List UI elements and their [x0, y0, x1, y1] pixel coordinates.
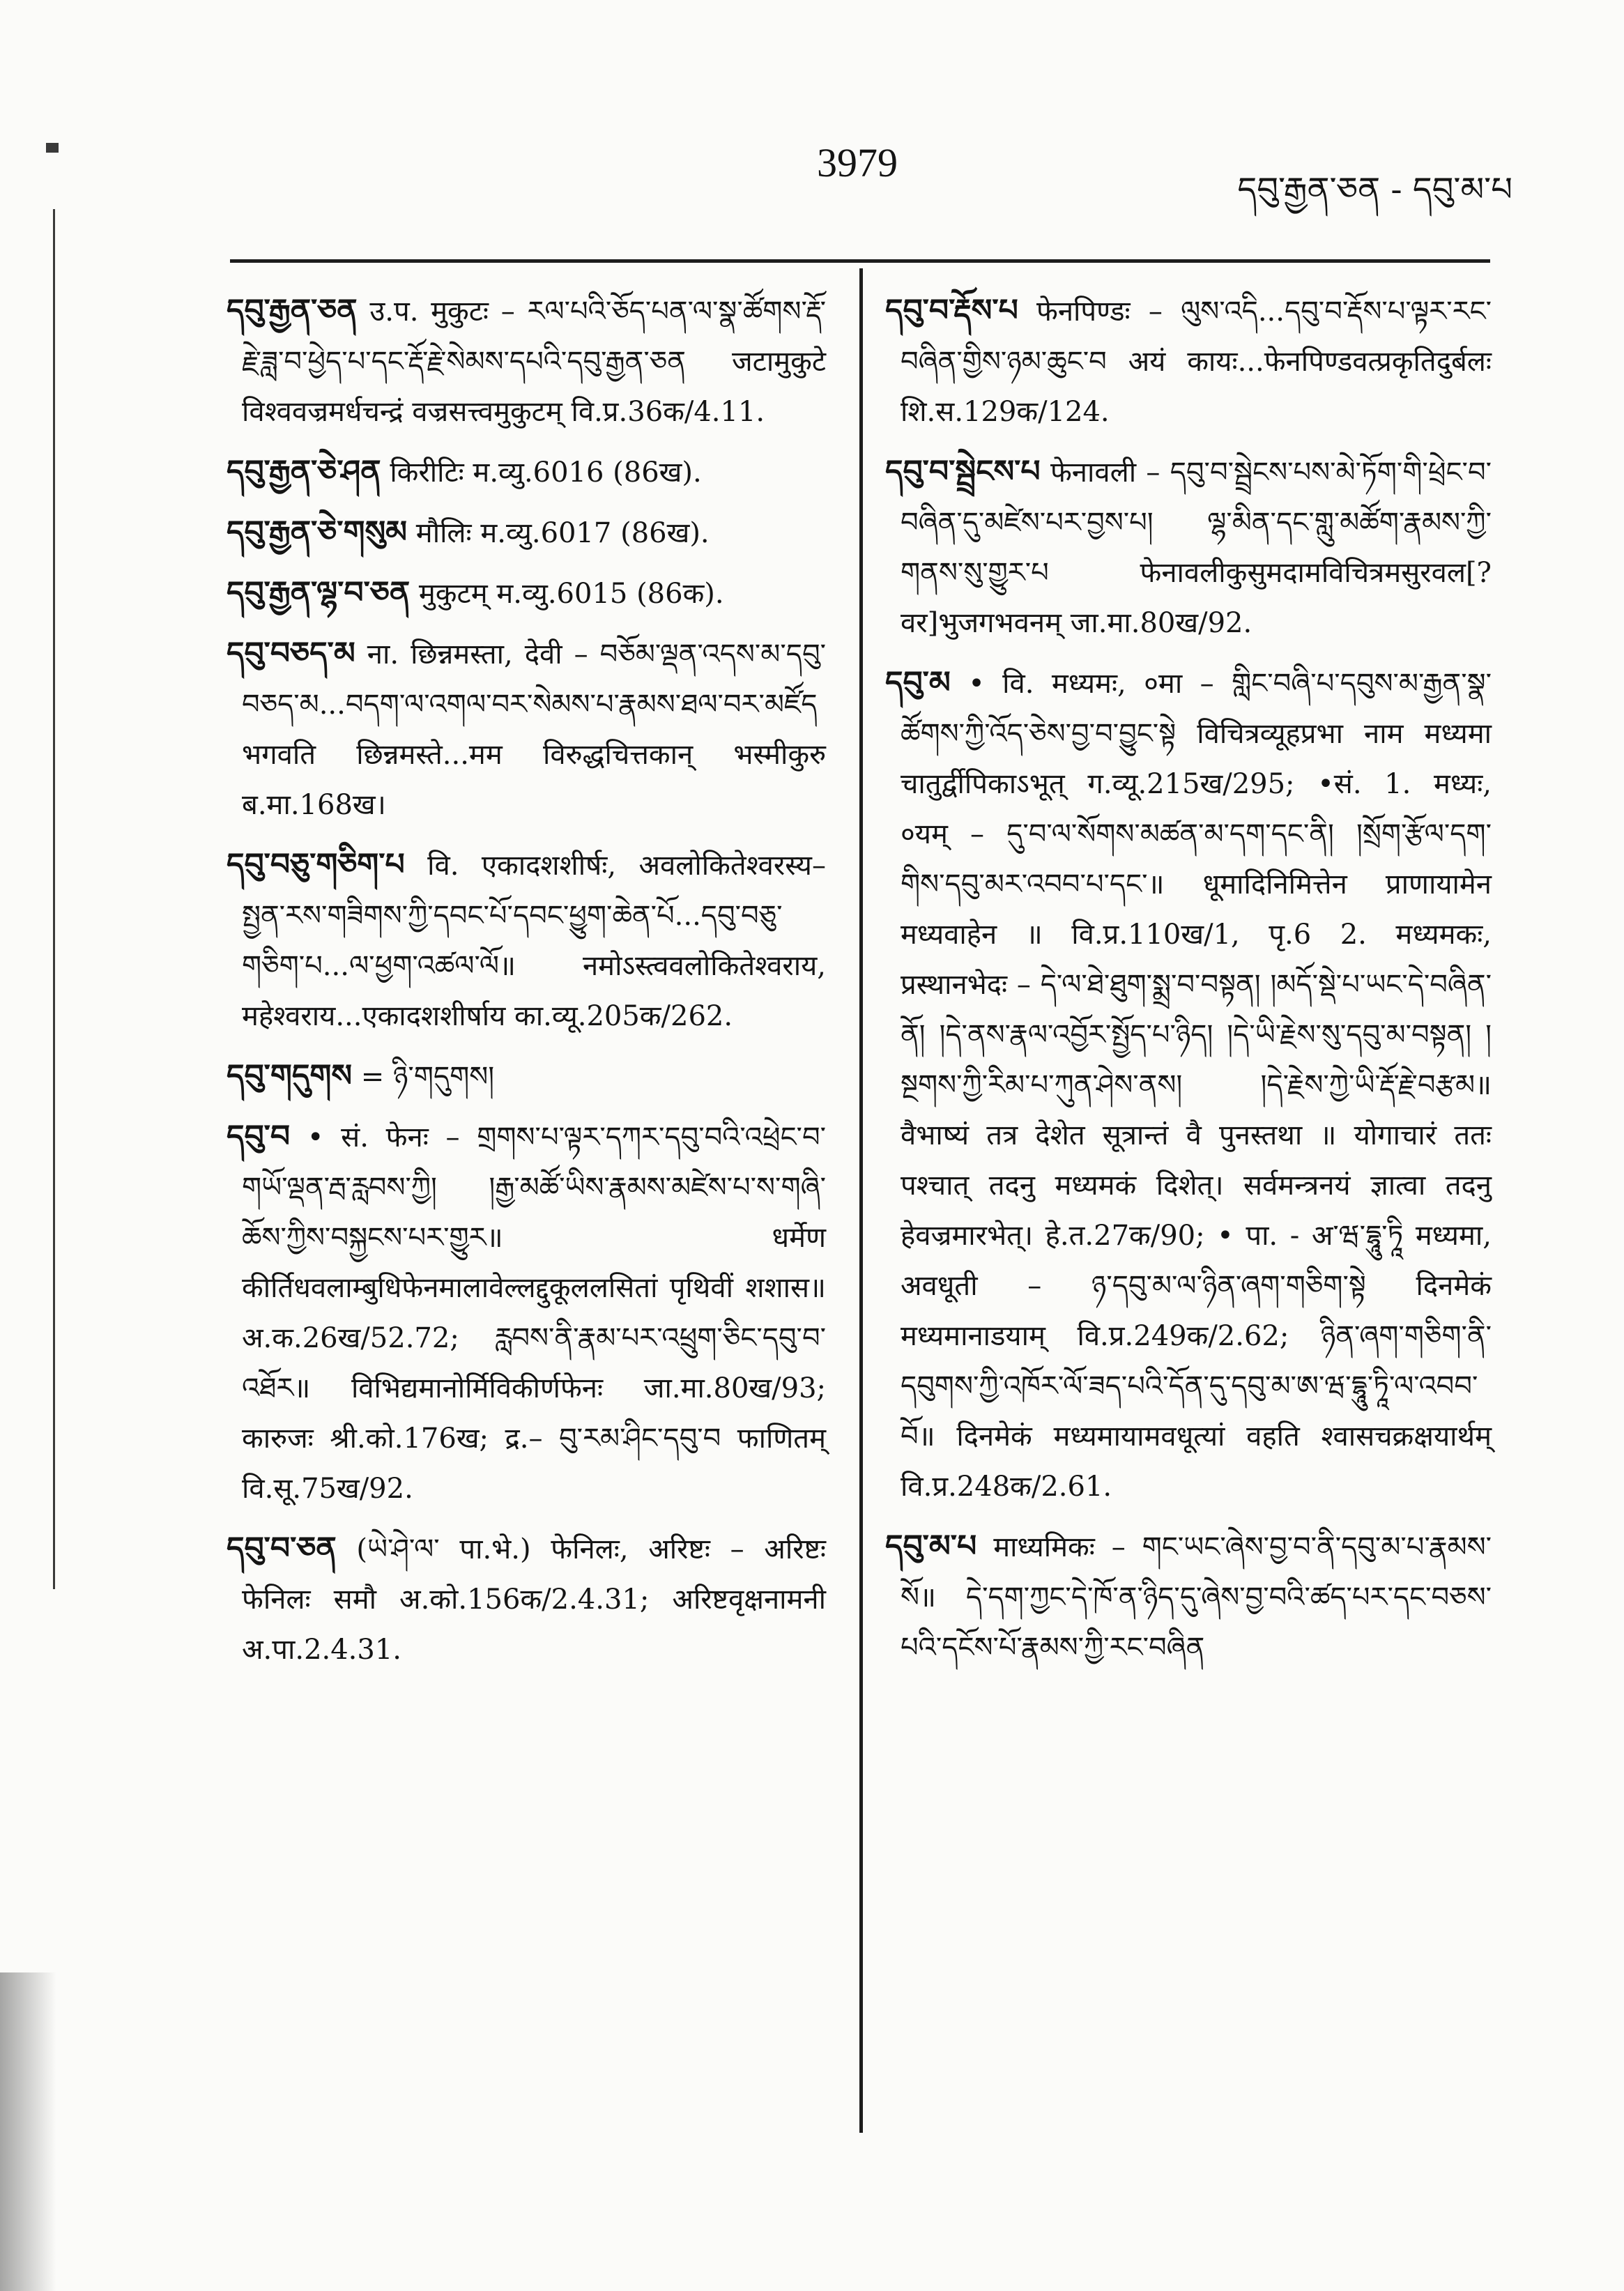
dictionary-entry — [227, 568, 826, 619]
dictionary-entry — [885, 286, 1492, 437]
dictionary-entry — [227, 1051, 826, 1102]
entry-headword: དབུ་བཅུ་གཅིག་པ — [227, 847, 405, 882]
dictionary-entry — [227, 447, 826, 498]
entry-headword: དབུ་བ་ཅན — [227, 1531, 337, 1566]
entry-text: उ.प. मुकुटः – རལ་པའི་ཅོད་པན་ལ་སྣ་ཚོགས་རྡོ་རྗེ་ཟླ་བ་ཕྱེད་པ་དང་རྡོ་རྗེ་སེམས་དཔའི་དབུ་རྒྱན་ཅན जटामुकुटे विश्ववज्रमर्धचन्द्रं वज्रसत्त्वमुकुटम् वि.प्र.36क/4.11. — [242, 296, 826, 428]
dictionary-entry — [885, 1522, 1492, 1673]
entry-headword: དབུ་རྒྱན་ལྷ་བ་ཅན — [227, 575, 411, 611]
entry-headword: དབུ་གདུགས — [227, 1058, 353, 1094]
entry-text: = ཉི་གདུགས། — [360, 1061, 495, 1093]
entry-text: ना. छिन्नमस्ता, देवी – བཅོམ་ལྡན་འདས་མ་དབུ་བཅད་མ...བདག་ལ་འགལ་བར་སེམས་པ་རྣམས་ཐལ་བར་མཛོད भगवति छिन्नमस्ते...मम विरुद्धचित्तकान् भस्मीकुरु ब.मा.168ख। — [242, 638, 826, 821]
left-column — [227, 286, 826, 1685]
dictionary-entry — [227, 1112, 826, 1514]
entry-text: किरीटिः म.व्यु.6016 (86ख). — [390, 457, 702, 489]
header-rule — [230, 259, 1490, 263]
entry-text: फेनपिण्डः – ལུས་འདི...དབུ་བ་རྡོས་པ་ལྟར་རང་བཞིན་གྱིས་ཉམ་ཆུང་བ अयं कायः...फेनपिण्डवत्प्रकृतिदुर्बलः शि.स.129क/124. — [901, 296, 1492, 428]
dictionary-entry — [227, 286, 826, 437]
entry-text: मुकुटम् म.व्यु.6015 (86क). — [418, 578, 724, 610]
dictionary-entry — [885, 447, 1492, 648]
entry-headword: དབུ་མ་པ — [885, 1528, 977, 1564]
dictionary-entry — [227, 840, 826, 1041]
entry-headword: དབུ་རྒྱན་ཅན — [227, 293, 358, 328]
running-head: དབུ་རྒྱན་ཅན - དབུ་མ་པ — [1237, 170, 1512, 209]
entry-headword: དབུ་བཅད་མ — [227, 636, 355, 671]
margin-mark — [46, 143, 59, 153]
entry-headword: དབུ་བ་རྡོས་པ — [885, 293, 1018, 328]
dictionary-entry — [227, 1524, 826, 1675]
column-divider — [859, 268, 863, 2133]
right-column — [885, 286, 1492, 1683]
entry-headword: དབུ་བ — [227, 1119, 291, 1154]
entry-headword: དབུ་མ — [885, 665, 951, 700]
dictionary-entry — [227, 629, 826, 830]
entry-text: माध्यमिकः – གང་ཡང་ཞེས་བྱ་བ་ནི་དབུ་མ་པ་རྣམས་སོ॥ དེ་དག་ཀྱང་དེ་ཁོ་ན་ཉིད་དུ་ཞེས་བྱ་བའི་ཚད་པར་དང་བཅས་པའི་དངོས་པོ་རྣམས་ཀྱི་རང་བཞིན — [901, 1531, 1492, 1664]
entry-text: फेनावली – དབུ་བ་སྦྲེངས་པས་མེ་ཏོག་གི་ཕྲེང་བ་བཞིན་དུ་མཛེས་པར་བྱས་པ། ལྷ་མིན་དང་གླུ་མཚོག་རྣམས་ཀྱི་གནས་སུ་གྱུར་པ फेनावलीकुसुमदामविचित्रमसुरवल[?वर]भुजगभवनम् जा.मा.80ख/92. — [901, 457, 1492, 639]
entry-text: • वि. मध्यमः, ०मा – གླིང་བཞི་པ་དབུས་མ་རྒྱན་སྣ་ཚོགས་ཀྱི་འོད་ཅེས་བྱ་བ་བྱུང་སྟེ विचित्रव्यूहप्रभा नाम मध्यमा चातुर्द्वीपिकाऽभूत् ग.व्यू.215ख/295; •सं. 1. मध्यः, ०यम् – དུ་བ་ལ་སོགས་མཚན་མ་དག་དང་ནི། །སྲོག་རྩོལ་དག་གིས་དབུ་མར་འབབ་པ་དང་॥ धूमादिनिमित्तेन प्राणायामेन मध्यवाहेन ॥ वि.प्र.110ख/1, पृ.6 2. मध्यमकः, प्रस्थानभेदः – དེ་ལ་ཐེ་ཐུག་སྨྲ་བ་བསྟན། །མདོ་སྡེ་པ་ཡང་དེ་བཞིན་ནོ། །དེ་ནས་རྣལ་འབྱོར་སྤྱོད་པ་ཉིད། །དེ་ཡི་རྗེས་སུ་དབུ་མ་བསྟན། །སྔགས་ཀྱི་རིམ་པ་ཀུན་ཤེས་ནས། །དེ་རྗེས་ཀྱེ་ཡི་རྡོ་རྗེ་བརྩམ॥ वैभाष्यं तत्र देशेत सूत्रान्तं वै पुनस्तथा ॥ योगाचारं ततः पश्चात् तदनु मध्यमकं दिशेत्। सर्वमन्त्रनयं ज्ञात्वा तदनु हेवज्रमारभेत्। हे.त.27क/90; • पा. - अ་ཝ་དྷཱུ་ཏཱི मध्यमा, अवधूती – ཉ་དབུ་མ་ལ་ཉིན་ཞག་གཅིག་སྟེ दिनमेकं मध्यमानाडयाम् वि.प्र.249क/2.62; ཉིན་ཞག་གཅིག་ནི་དབུགས་ཀྱི་འཁོར་ལོ་ཟད་པའི་དོན་དུ་དབུ་མ་ཨ་ཝ་དྷཱུ་ཏཱི་ལ་འབབ་བོ॥ दिनमेकं मध्यमायामवधूत्यां वहति श्वासचक्रक्षयार्थम् वि.प्र.248क/2.61. — [901, 668, 1492, 1503]
binding-edge-line — [53, 209, 55, 1589]
scan-smudge — [0, 1972, 66, 2291]
entry-text: • सं. फेनः – གྲགས་པ་ལྟར་དཀར་དབུ་བའི་འཕྲེང་བ་གཡོ་ལྡན་རྦ་རླབས་ཀྱི། །རྒྱ་མཚོ་ཡིས་རྣམས་མཛེས་པ་ས་གཞི་ཆོས་ཀྱིས་བསྐྱངས་པར་གྱུར॥ धर्मेण कीर्तिधवलाम्बुधिफेनमालावेल्लद्दुकूललसितां पृथिवीं शशास॥ अ.क.26ख/52.72; རླབས་ནི་རྣམ་པར་འཕྲུག་ཅིང་དབུ་བ་འཐོར॥ विभिद्यमानोर्मिविकीर्णफेनः जा.मा.80ख/93; कारुजः श्री.को.176ख; द्र.– བུ་རམ་ཤིང་དབུ་བ फाणितम् वि.सू.75ख/92. — [242, 1121, 826, 1505]
entry-headword: དབུ་རྒྱན་ཅེ་གསུམ — [227, 514, 408, 550]
entry-text: वि. एकादशशीर्षः, अवलोकितेश्वरस्य– སྤྱན་རས་གཟིགས་ཀྱི་དབང་པོ་དབང་ཕྱུག་ཆེན་པོ...དབུ་བཅུ་གཅིག་པ...ལ་ཕྱག་འཚལ་ལོ॥ नमोऽस्त्ववलोकितेश्वराय, महेश्वराय...एकादशशीर्षाय का.व्यू.205क/262. — [242, 850, 826, 1032]
dictionary-entry — [227, 507, 826, 558]
entry-text: मौलिः म.व्यु.6017 (86ख). — [415, 517, 710, 549]
page-number: 3979 — [817, 140, 898, 185]
entry-headword: དབུ་རྒྱན་ཅེ་ཤན — [227, 454, 381, 489]
entry-headword: དབུ་བ་སྦྲེངས་པ — [885, 454, 1041, 489]
entry-text: (ཡེ་ཤེ་ལ་ पा.भे.) फेनिलः, अरिष्टः – अरिष्टः फेनिलः समौ अ.को.156क/2.4.31; अरिष्टवृक्षनामनी अ.पा.2.4.31. — [242, 1533, 827, 1666]
dictionary-entry — [885, 658, 1492, 1512]
